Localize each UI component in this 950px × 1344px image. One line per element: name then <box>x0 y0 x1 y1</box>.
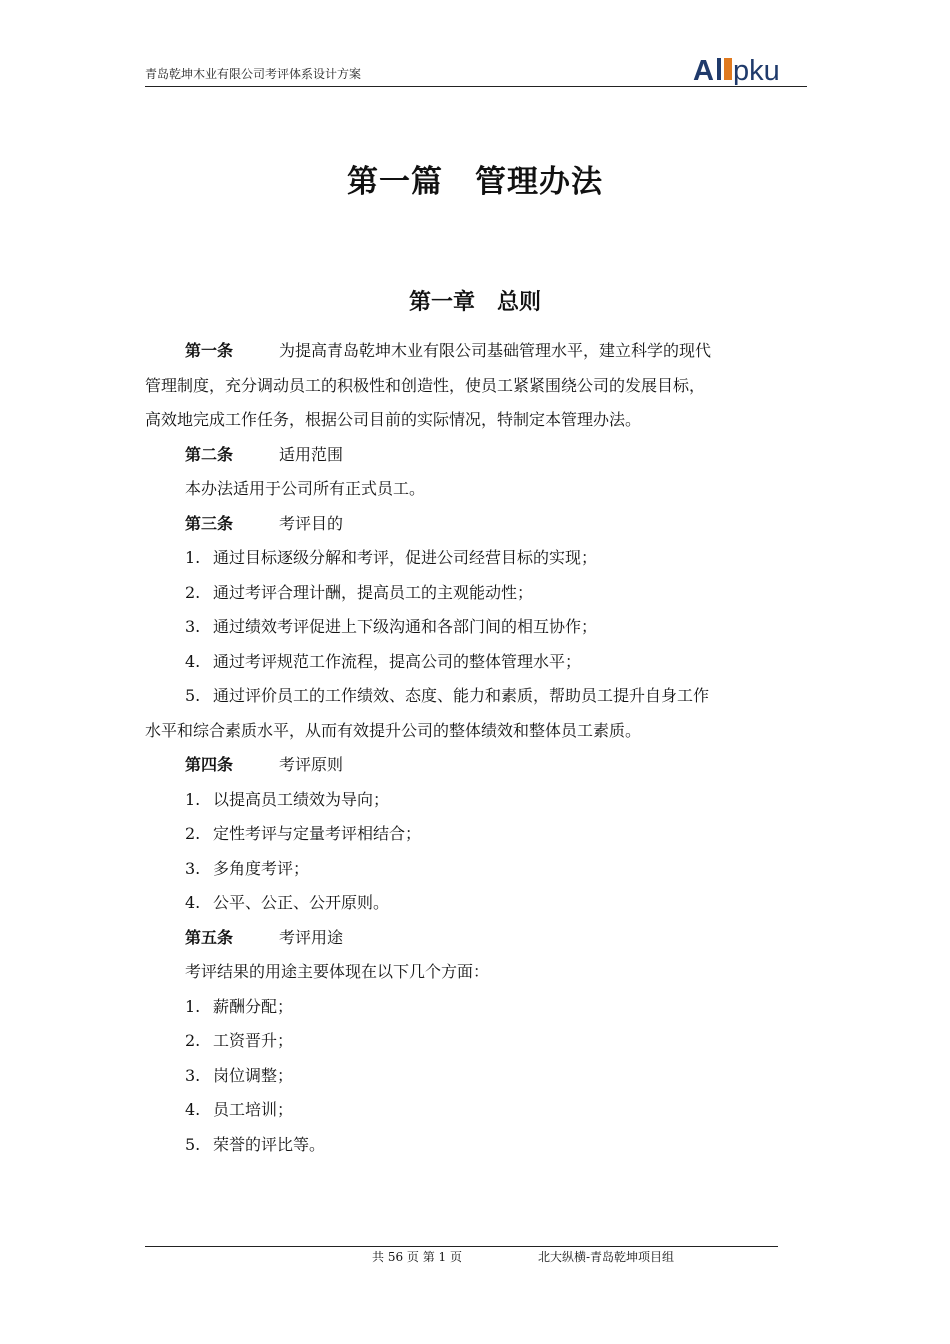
header-title: 青岛乾坤木业有限公司考评体系设计方案 <box>145 67 362 81</box>
list-item: 3. 多角度考评； <box>185 858 310 878</box>
list-item: 2. 工资晋升； <box>185 1031 294 1050</box>
list-item: 3. 通过绩效考评促进上下级沟通和各部门间的相互协作； <box>185 617 598 636</box>
article-label: 第三条 <box>185 513 234 533</box>
document-body <box>145 334 810 1162</box>
article-1-line-1: 第一条 为提高青岛乾坤木业有限公司基础管理水平，建立科学的现代 <box>145 334 810 369</box>
list-item: 1. 以提高员工绩效为导向； <box>185 789 390 809</box>
article-label: 第一条 <box>185 341 234 360</box>
article-5-intro: 考评结果的用途主要体现在以下几个方面： <box>185 962 490 981</box>
article-3-heading: 第三条 考评目的 <box>145 507 810 542</box>
list-item: 2. 定性考评与定量考评相结合； <box>185 824 422 843</box>
article-1-line-3: 高效地完成工作任务，根据公司目前的实际情况，特制定本管理办法。 <box>145 410 642 429</box>
list-item: 1. 通过目标逐级分解和考评，促进公司经营目标的实现； <box>185 548 598 567</box>
footer-divider <box>145 1246 778 1247</box>
document-title: 第一篇 管理办法 <box>347 164 603 200</box>
list-item: 3. 岗位调整； <box>185 1065 294 1085</box>
svg-text:pku: pku <box>733 55 780 85</box>
list-item: 2. 通过考评合理计酬，提高员工的主观能动性； <box>185 582 534 602</box>
article-5-heading: 第五条 考评用途 <box>145 921 810 956</box>
list-item: 5. 通过评价员工的工作绩效、态度、能力和素质，帮助员工提升自身工作 <box>185 686 710 705</box>
article-2-heading: 第二条 适用范围 <box>145 438 810 473</box>
list-item: 4. 公平、公正、公开原则。 <box>185 893 390 912</box>
article-label: 第二条 <box>185 444 234 464</box>
chapter-title: 第一章 总则 <box>408 289 541 315</box>
company-logo <box>693 53 805 85</box>
list-item-continuation: 水平和综合素质水平，从而有效提升公司的整体绩效和整体员工素质。 <box>145 720 642 740</box>
footer-team: 北大纵横-青岛乾坤项目组 <box>538 1250 675 1264</box>
article-1-line-2: 管理制度，充分调动员工的积极性和创造性，使员工紧紧围绕公司的发展目标， <box>145 375 706 395</box>
article-label: 第四条 <box>185 755 234 774</box>
svg-text:A: A <box>693 55 714 85</box>
page-header <box>145 52 807 87</box>
list-item: 1. 薪酬分配； <box>185 996 294 1016</box>
list-item: 4. 通过考评规范工作流程，提高公司的整体管理水平； <box>185 651 582 671</box>
article-2-text: 本办法适用于公司所有正式员工。 <box>185 479 426 498</box>
article-label: 第五条 <box>185 927 234 947</box>
list-item: 5. 荣誉的评比等。 <box>185 1134 326 1154</box>
article-4-heading: 第四条 考评原则 <box>145 748 810 783</box>
list-item: 4. 员工培训； <box>185 1100 294 1119</box>
page-number: 共 56 页 第 1 页 <box>372 1250 462 1264</box>
